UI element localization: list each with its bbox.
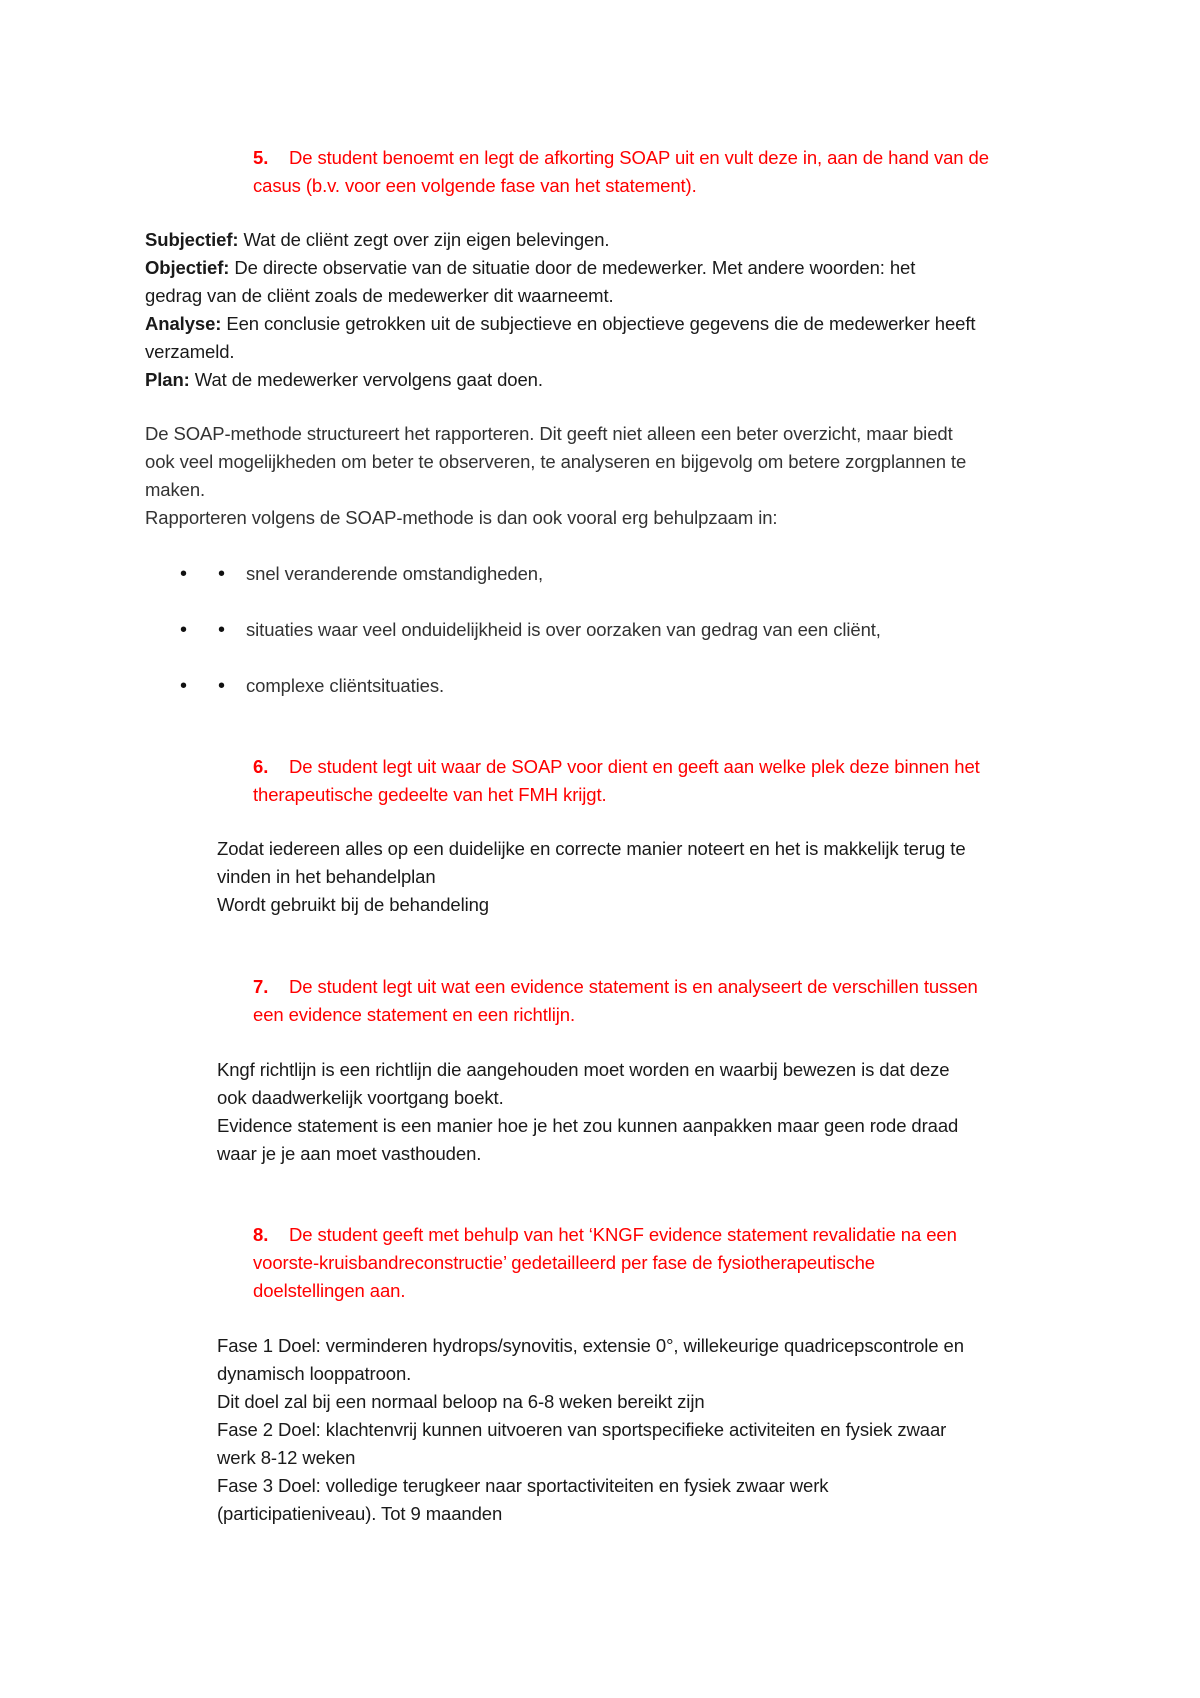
fase-3-goal-cont: (participatieniveau). Tot 9 maanden [217, 1503, 503, 1524]
question-text: De student legt uit wat een evidence statement is en analyseert de verschillen tussen [289, 976, 978, 997]
term-text: De directe observatie van de situatie door de medewerker. Met andere woorden: het [229, 257, 916, 278]
list-item-text: complexe cliëntsituaties. [246, 675, 445, 696]
question-text: een evidence statement en een richtlijn. [253, 1004, 576, 1025]
question-text: De student legt uit waar de SOAP voor dient en geeft aan welke plek deze binnen het [289, 756, 980, 777]
bullet-icon: • [180, 619, 188, 641]
term-text: Wat de cliënt zegt over zijn eigen belevingen. [238, 229, 610, 250]
soap-analyse-cont: verzameld. [145, 341, 235, 362]
bullet-icon: • [218, 563, 226, 585]
fase-text: verminderen hydrops/synovitis, extensie 0°, willekeurige quadricepscontrole en [320, 1335, 964, 1356]
answer-line: waar je je aan moet vasthouden. [217, 1143, 482, 1164]
question-number: 8. [253, 1224, 269, 1245]
answer-line: vinden in het behandelplan [217, 866, 436, 887]
term-label: Plan: [145, 369, 190, 390]
paragraph-line: De SOAP-methode structureert het rapporteren. Dit geeft niet alleen een beter overzicht, maar biedt [145, 423, 953, 444]
answer-line: Evidence statement is een manier hoe je het zou kunnen aanpakken maar geen rode draad [217, 1115, 959, 1136]
fase-2-goal [217, 1416, 946, 1444]
question-text: De student benoemt en legt de afkorting SOAP uit en vult deze in, aan de hand van de [289, 147, 989, 168]
question-number: 7. [253, 976, 269, 997]
term-text: Wat de medewerker vervolgens gaat doen. [189, 369, 543, 390]
paragraph-line: ook veel mogelijkheden om beter te observeren, te analyseren en bijgevolg om betere zorgplannen te [145, 451, 967, 472]
term-label: Analyse: [145, 313, 222, 334]
bullet-icon: • [218, 675, 226, 697]
soap-plan [145, 366, 543, 394]
fase-1-goal-cont: dynamisch looppatroon. [217, 1363, 412, 1384]
bullet-icon: • [180, 563, 188, 585]
question-text: voorste-kruisbandreconstructie’ gedetailleerd per fase de fysiotherapeutische [253, 1252, 875, 1273]
term-label: Objectief: [145, 257, 230, 278]
question-number: 6. [253, 756, 269, 777]
question-text: doelstellingen aan. [253, 1280, 406, 1301]
answer-line: Kngf richtlijn is een richtlijn die aangehouden moet worden en waarbij bewezen is dat deze [217, 1059, 950, 1080]
paragraph-line: maken. [145, 479, 206, 500]
fase-text: klachtenvrij kunnen uitvoeren van sportspecifieke activiteiten en fysiek zwaar [320, 1419, 947, 1440]
soap-analyse [145, 310, 975, 338]
fase-label: Fase 3 Doel: [217, 1475, 321, 1496]
fase-label: Fase 1 Doel: [217, 1335, 321, 1356]
question-text: De student geeft met behulp van het ‘KNGF evidence statement revalidatie na een [289, 1224, 957, 1245]
list-item-text: snel veranderende omstandigheden, [246, 563, 544, 584]
list-item-text: situaties waar veel onduidelijkheid is over oorzaken van gedrag van een cliënt, [246, 619, 881, 640]
bullet-icon: • [218, 619, 226, 641]
fase-2-goal-cont: werk 8-12 weken [217, 1447, 356, 1468]
fase-label: Fase 2 Doel: [217, 1419, 321, 1440]
fase-1-note: Dit doel zal bij een normaal beloop na 6-8 weken bereikt zijn [217, 1391, 705, 1412]
answer-line: Zodat iedereen alles op een duidelijke en correcte manier noteert en het is makkelijk terug te [217, 838, 966, 859]
paragraph-line: Rapporteren volgens de SOAP-methode is dan ook vooral erg behulpzaam in: [145, 507, 778, 528]
question-text: casus (b.v. voor een volgende fase van het statement). [253, 175, 697, 196]
answer-line: ook daadwerkelijk voortgang boekt. [217, 1087, 504, 1108]
soap-objectief-cont: gedrag van de cliënt zoals de medewerker dit waarneemt. [145, 285, 614, 306]
soap-objectief [145, 254, 915, 282]
term-text: Een conclusie getrokken uit de subjectieve en objectieve gegevens die de medewerker heeft [221, 313, 976, 334]
bullet-icon: • [180, 675, 188, 697]
question-text: therapeutische gedeelte van het FMH krijgt. [253, 784, 607, 805]
term-label: Subjectief: [145, 229, 239, 250]
soap-subjectief [145, 226, 609, 254]
answer-line: Wordt gebruikt bij de behandeling [217, 894, 489, 915]
fase-1-goal [217, 1332, 964, 1360]
fase-3-goal [217, 1472, 828, 1500]
fase-text: volledige terugkeer naar sportactiviteiten en fysiek zwaar werk [320, 1475, 829, 1496]
question-number: 5. [253, 147, 269, 168]
